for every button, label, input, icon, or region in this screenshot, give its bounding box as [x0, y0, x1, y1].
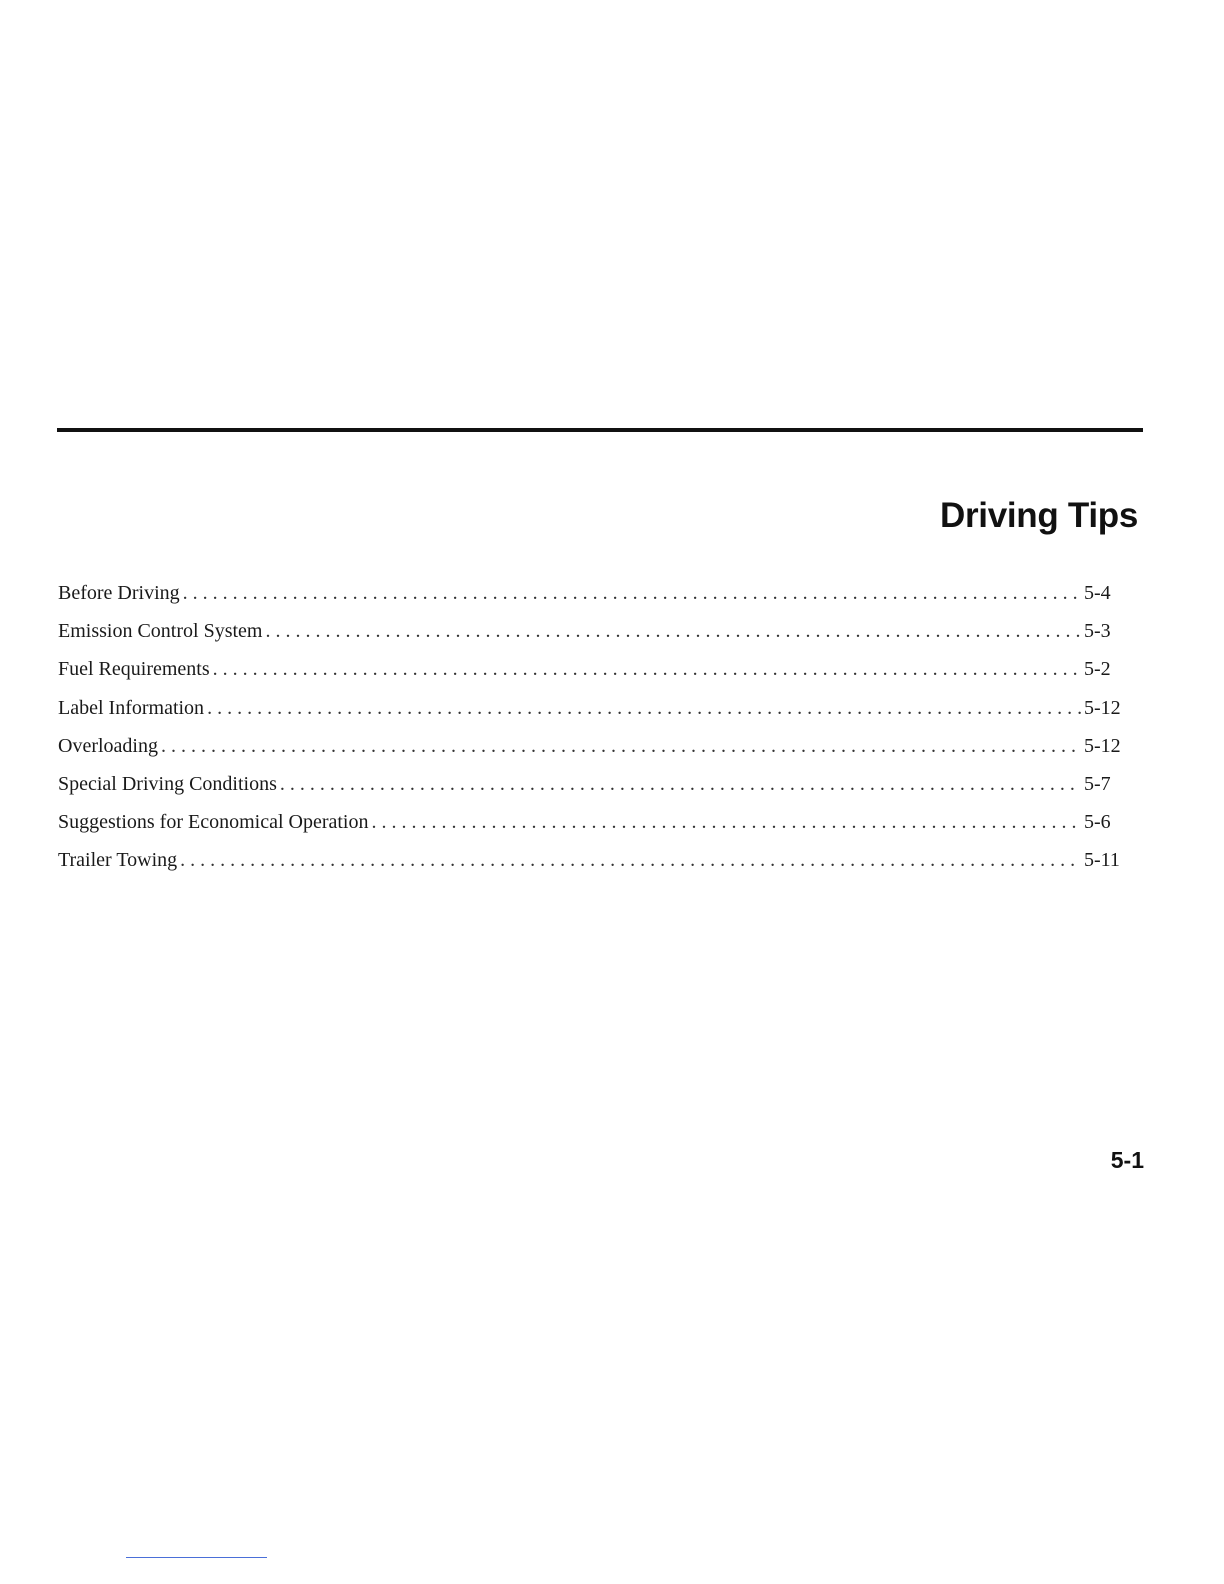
toc-entry-label: Suggestions for Economical Operation	[58, 811, 369, 834]
toc-entry-page: 5-11	[1084, 849, 1120, 872]
toc-entry-page: 5-6	[1084, 811, 1111, 834]
dot-leader	[183, 574, 1081, 612]
dot-leader	[265, 612, 1081, 650]
toc-entry-page: 5-3	[1084, 620, 1111, 643]
toc-entry[interactable]	[58, 765, 1128, 803]
toc-entry[interactable]	[58, 841, 1128, 879]
toc-entry-label: Fuel Requirements	[58, 658, 210, 681]
toc-entry-page: 5-7	[1084, 772, 1111, 795]
toc-entry-label: Before Driving	[58, 582, 180, 604]
toc-entry-label: Overloading	[58, 734, 158, 757]
toc-entry[interactable]	[58, 689, 1128, 727]
toc-entry[interactable]	[58, 803, 1128, 841]
dot-leader	[280, 765, 1081, 803]
toc-entry[interactable]	[58, 727, 1128, 765]
dot-leader	[180, 841, 1081, 879]
toc-entry[interactable]	[58, 574, 1128, 612]
page-number: 5-1	[1110, 1147, 1144, 1173]
toc-entry-label: Special Driving Conditions	[58, 772, 277, 795]
toc-entry[interactable]	[58, 612, 1128, 650]
dot-leader	[372, 803, 1082, 841]
toc-entry-label: Label Information	[58, 696, 205, 719]
bottom-divider-line	[126, 1557, 267, 1558]
toc-entry-label: Emission Control System	[58, 620, 263, 643]
toc-entry-page: 5-4	[1084, 582, 1111, 604]
toc-entry-page: 5-2	[1084, 658, 1111, 681]
table-of-contents	[58, 574, 1128, 880]
dot-leader	[213, 650, 1081, 688]
chapter-divider-rule	[57, 428, 1143, 432]
toc-entry[interactable]	[58, 650, 1128, 688]
dot-leader	[161, 727, 1081, 765]
toc-entry-page: 5-12	[1084, 734, 1121, 757]
dot-leader	[207, 689, 1081, 727]
toc-entry-label: Trailer Towing	[58, 849, 178, 872]
chapter-title: Driving Tips	[939, 496, 1138, 535]
toc-entry-page: 5-12	[1084, 696, 1121, 719]
